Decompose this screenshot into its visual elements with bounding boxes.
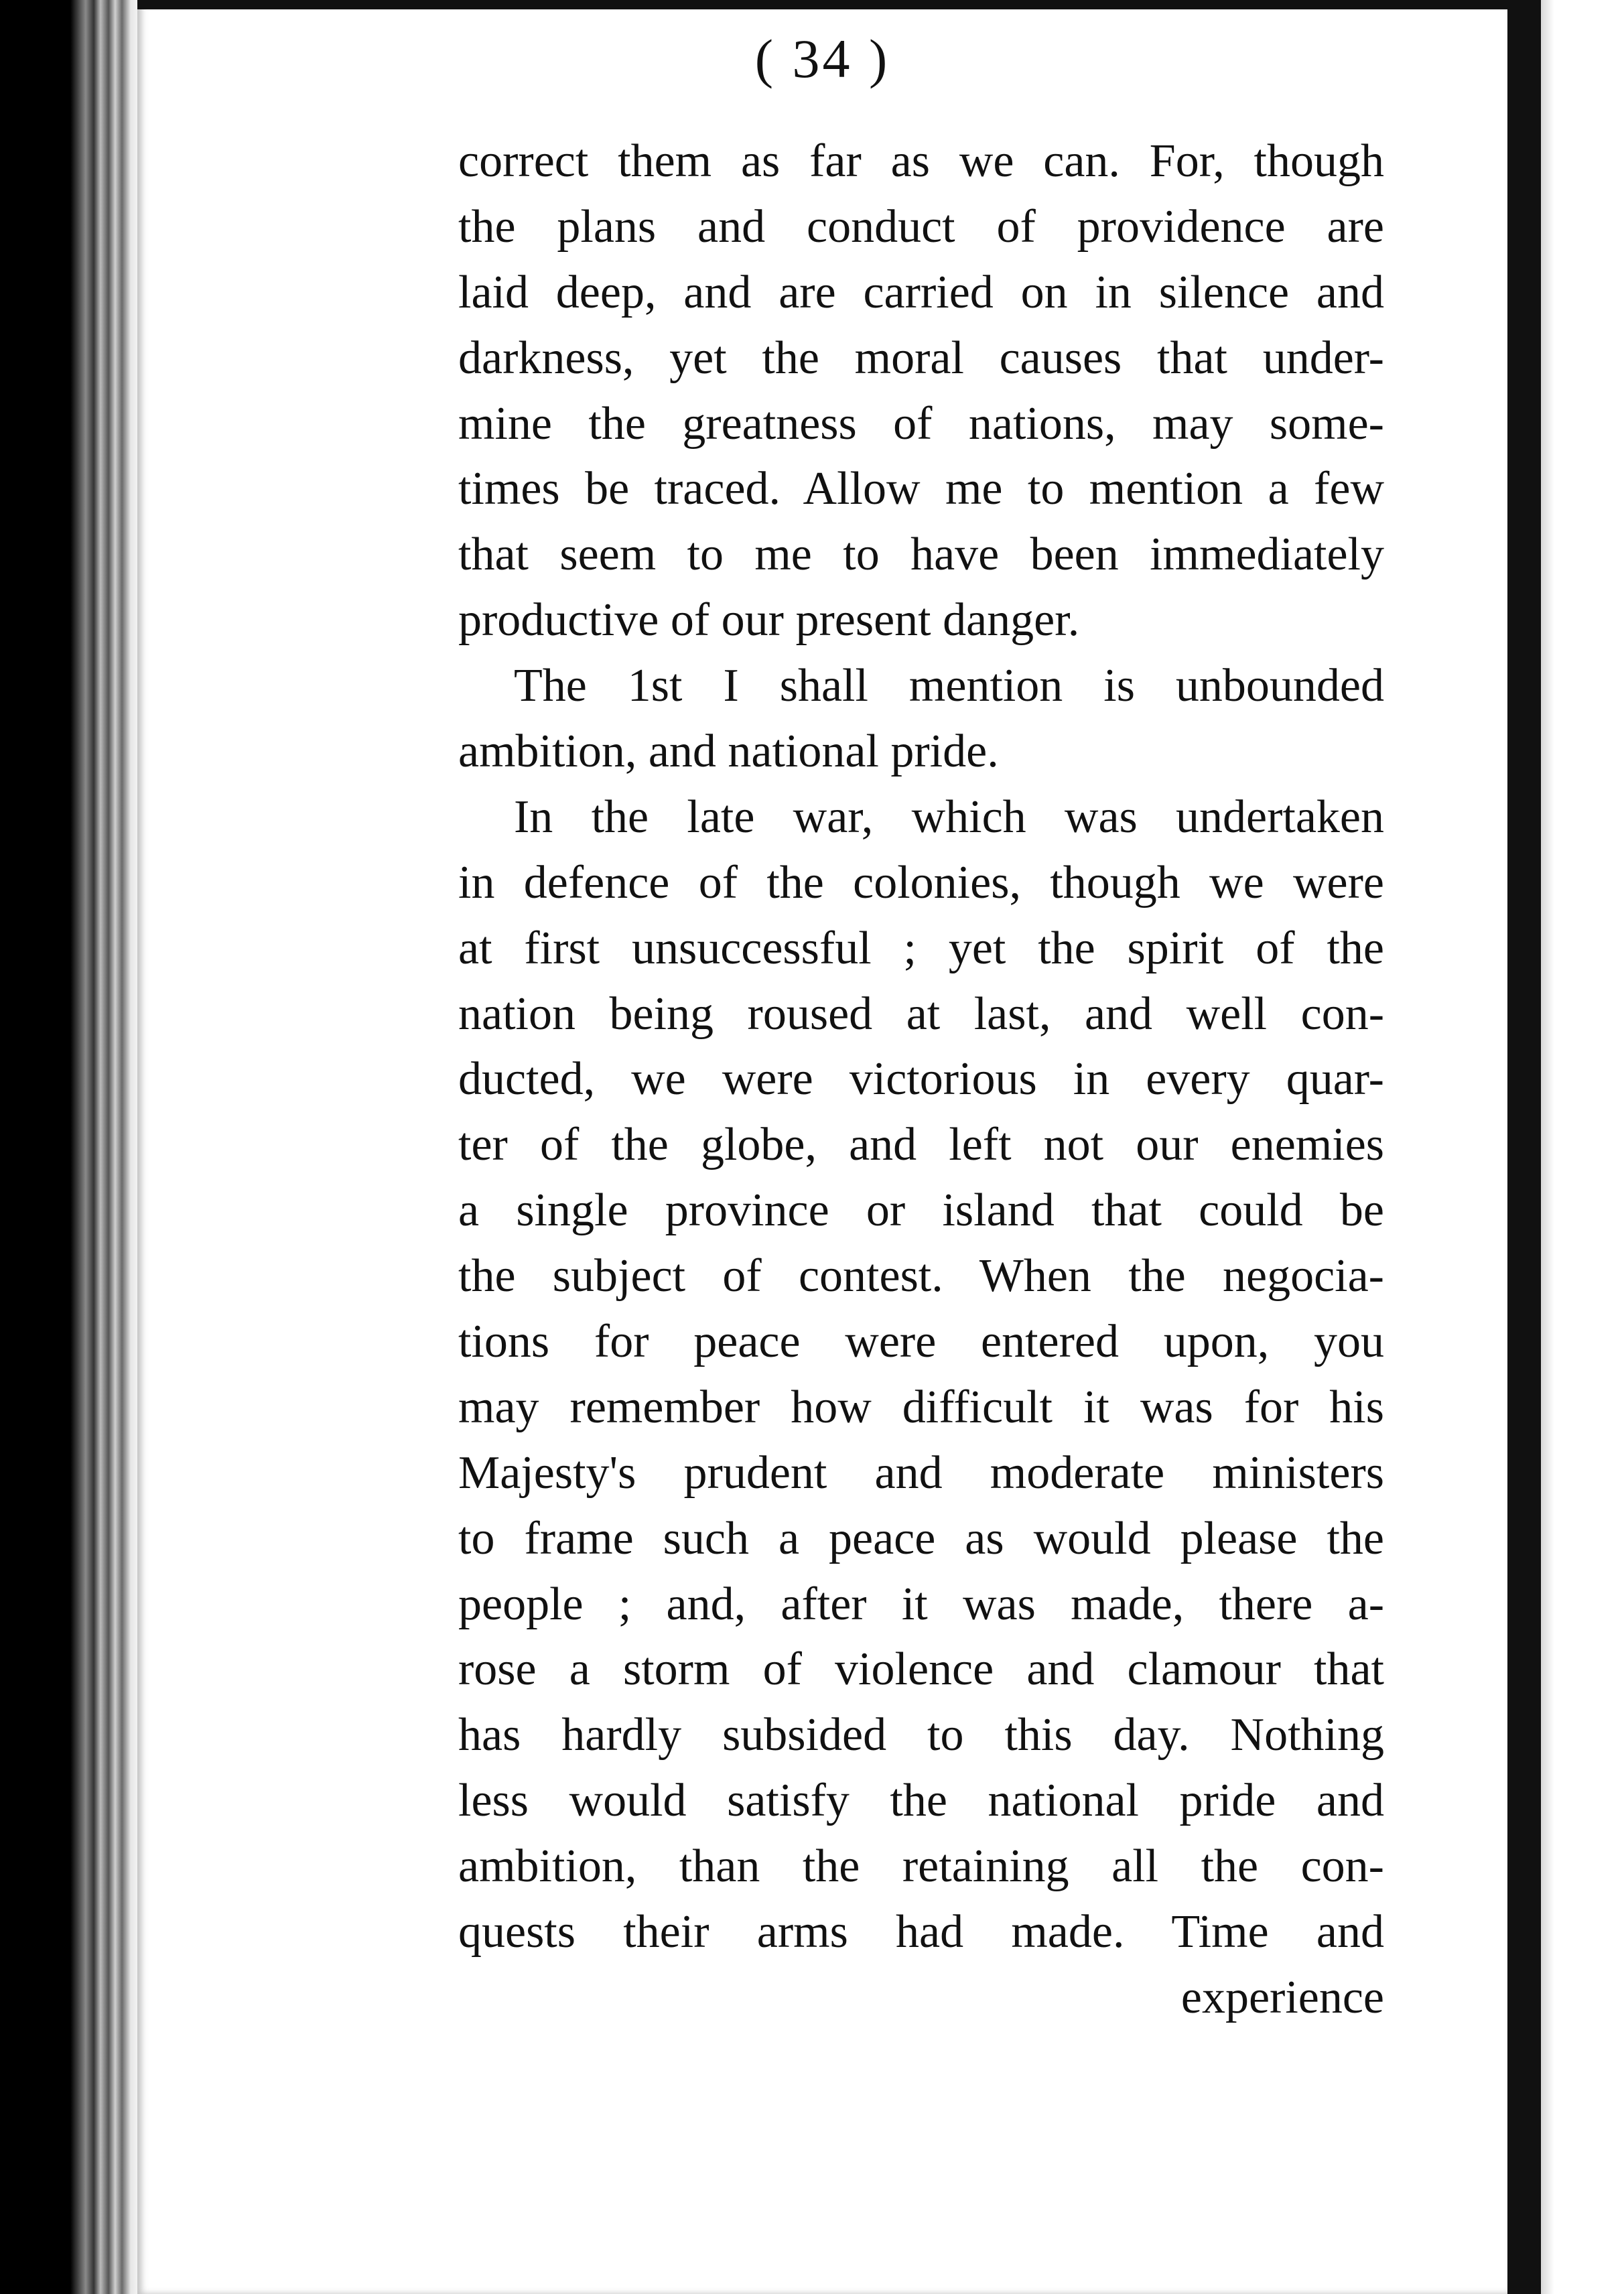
text-line: quests their arms had made. Time and xyxy=(458,1906,1384,1958)
text-line: nation being roused at last, and well con- xyxy=(458,988,1384,1040)
text-line: at first unsuccessful ; yet the spirit of the xyxy=(458,922,1384,974)
text-line: ambition, than the retaining all the con- xyxy=(458,1840,1384,1893)
text-line: Majesty's prudent and moderate ministers xyxy=(458,1446,1384,1499)
body-text xyxy=(458,129,1384,2031)
text-line: may remember how difficult it was for his xyxy=(458,1381,1384,1433)
text-line: times be traced. Allow me to mention a few xyxy=(458,463,1384,515)
right-gutter-shadow xyxy=(1507,0,1541,2294)
text-line: mine the greatness of nations, may some- xyxy=(458,397,1384,450)
text-line: productive of our present danger. xyxy=(458,594,1080,647)
text-line: ambition, and national pride. xyxy=(458,726,999,778)
text-line: rose a storm of violence and clamour that xyxy=(458,1643,1384,1696)
text-line: in defence of the colonies, though we were xyxy=(458,856,1384,908)
top-page-edge xyxy=(137,0,1507,9)
text-line: darkness, yet the moral causes that under- xyxy=(458,332,1384,384)
text-line: the subject of contest. When the negocia- xyxy=(458,1250,1384,1302)
text-line: to frame such a peace as would please the xyxy=(458,1512,1384,1564)
text-line: laid deep, and are carried on in silence and xyxy=(458,266,1384,318)
text-line: correct them as far as we can. For, though xyxy=(458,135,1384,187)
page-number: ( 34 ) xyxy=(754,28,890,89)
text-line: ducted, we were victorious in every quar- xyxy=(458,1053,1384,1105)
catchword: experience xyxy=(1180,1971,1384,2023)
text-line: the plans and conduct of providence are xyxy=(458,200,1384,253)
text-line: tions for peace were entered upon, you xyxy=(458,1316,1384,1368)
text-line: less would satisfy the national pride and xyxy=(458,1775,1384,1827)
text-line: that seem to me to have been immediately xyxy=(458,529,1384,581)
text-line: a single province or island that could be xyxy=(458,1185,1384,1237)
text-line: The 1st I shall mention is unbounded xyxy=(514,660,1384,712)
next-page-edge xyxy=(1541,0,1624,2294)
text-line: has hardly subsided to this day. Nothing xyxy=(458,1709,1384,1761)
book-binding-edge xyxy=(0,0,144,2294)
text-line: people ; and, after it was made, there a- xyxy=(458,1578,1384,1630)
text-line: In the late war, which was undertaken xyxy=(514,791,1384,843)
text-line: ter of the globe, and left not our enemies xyxy=(458,1119,1384,1171)
